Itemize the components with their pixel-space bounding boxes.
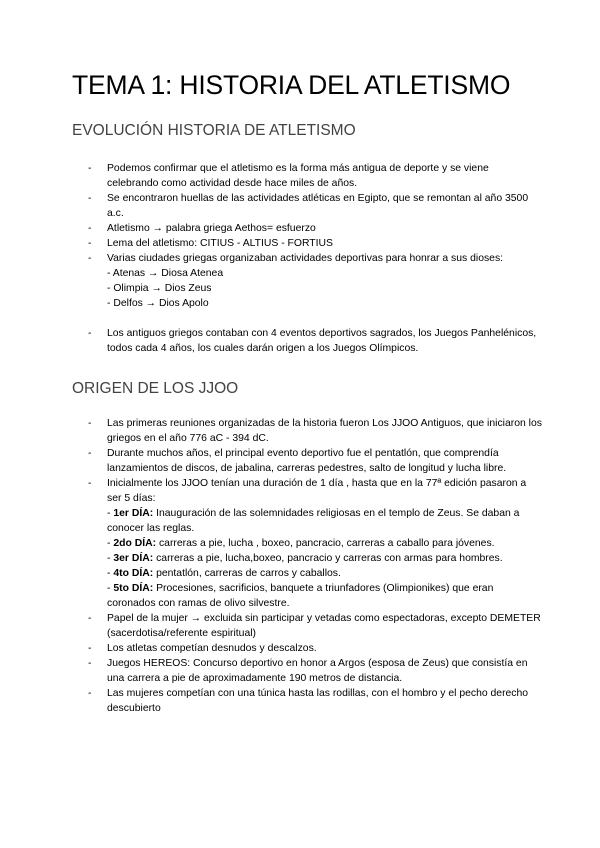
list-item: [72, 191, 542, 221]
day-prefix: -: [107, 538, 114, 549]
list-item: [72, 416, 542, 446]
section1-list: [72, 161, 542, 356]
list-item: [72, 221, 542, 236]
list-item-text: Se encontraron huellas de las actividades atléticas en Egipto, que se remontan al año 3500 a.c.: [107, 193, 529, 219]
sub-item: - Atenas → Diosa Atenea: [107, 268, 224, 279]
list-item: [72, 641, 542, 656]
day-text: Inauguración de las solemnidades religiosas en el templo de Zeus. Se daban a conocer las reglas.: [107, 508, 520, 534]
day-prefix: -: [107, 553, 114, 564]
page-title: TEMA 1: HISTORIA DEL ATLETISMO: [72, 70, 511, 100]
bullet-dash: -: [88, 478, 92, 489]
list-item: [72, 326, 542, 356]
list-item: [72, 161, 542, 191]
list-item-text: Los atletas competían desnudos y descalzos.: [107, 643, 317, 654]
list-item: [72, 446, 542, 476]
section-heading-origen: ORIGEN DE LOS JJOO: [72, 380, 239, 397]
list-spacer: [72, 311, 542, 326]
list-item: [72, 686, 542, 716]
bullet-dash: -: [88, 613, 92, 624]
bullet-dash: -: [88, 253, 92, 264]
list-item-text: Las mujeres competían con una túnica hasta las rodillas, con el hombro y el pecho derecho descubierto: [107, 688, 529, 714]
day-text: carreras a pie, lucha,boxeo, pancracio y carreras con armas para hombres.: [153, 553, 503, 564]
bullet-dash: -: [88, 223, 92, 234]
sub-item: - Olimpia → Dios Zeus: [107, 283, 212, 294]
day-item: [107, 536, 542, 551]
day-text: Procesiones, sacrificios, banquete a triunfadores (Olimpionikes) que eran coronados con ramas de olivo silvestre.: [107, 583, 494, 609]
list-item: [72, 251, 542, 311]
day-label: 4to DÍA:: [113, 568, 154, 579]
day-label: 3er DÍA:: [113, 553, 154, 564]
bullet-dash: -: [88, 418, 92, 429]
day-item: [107, 551, 542, 566]
bullet-dash: -: [88, 238, 92, 249]
list-item-text: Inicialmente los JJOO tenían una duración de 1 día , hasta que en la 77ª edición pasaron a ser 5 días:: [107, 478, 527, 504]
list-item: [72, 236, 542, 251]
bullet-dash: -: [88, 328, 92, 339]
list-item-text: Podemos confirmar que el atletismo es la forma más antigua de deporte y se viene celebrando como actividad desde hace miles de años.: [107, 163, 489, 189]
list-item-text: Los antiguos griegos contaban con 4 eventos deportivos sagrados, los Juegos Panhelénicos, todos cada 4 años, los cuales darán origen a los Juegos Olímpicos.: [107, 328, 537, 354]
day-prefix: -: [107, 508, 114, 519]
list-item: [72, 476, 542, 611]
bullet-dash: -: [88, 163, 92, 174]
list-item-text: Durante muchos años, el principal evento deportivo fue el pentatlón, que comprendía lanzamientos de discos, de jabalina, carreras pedestres, salto de longitud y lucha libre.: [107, 448, 507, 474]
day-label: 2do DÍA:: [113, 538, 157, 549]
bullet-dash: -: [88, 193, 92, 204]
day-item: [107, 506, 542, 536]
section2-list: [72, 416, 542, 716]
day-text: pentatlón, carreras de carros y caballos.: [153, 568, 341, 579]
bullet-dash: -: [88, 688, 92, 699]
bullet-dash: -: [88, 448, 92, 459]
list-item: [72, 656, 542, 686]
day-label: 5to DÍA:: [113, 583, 154, 594]
list-item-text: Las primeras reuniones organizadas de la historia fueron Los JJOO Antiguos, que iniciaron los griegos en el año 776 aC - 394 dC.: [107, 418, 542, 444]
day-prefix: -: [107, 568, 114, 579]
list-item-text: Papel de la mujer → excluida sin participar y vetadas como espectadoras, excepto DEMETER (sacerdotisa/referente espiritual): [107, 613, 541, 639]
day-label: 1er DÍA:: [113, 508, 154, 519]
list-item-text: Atletismo → palabra griega Aethos= esfuerzo: [107, 223, 316, 234]
day-text: carreras a pie, lucha , boxeo, pancracio, carreras a caballo para jóvenes.: [156, 538, 495, 549]
day-item: [107, 581, 542, 611]
list-item-text: Lema del atletismo: CITIUS - ALTIUS - FORTIUS: [107, 238, 333, 249]
sub-item: - Delfos → Dios Apolo: [107, 298, 209, 309]
list-item-text: Juegos HEREOS: Concurso deportivo en honor a Argos (esposa de Zeus) que consistía en una carrera a pie de aproximadamente 190 metros de distancia.: [107, 658, 528, 684]
day-prefix: -: [107, 583, 114, 594]
list-item: [72, 611, 542, 641]
section-heading-evolucion: EVOLUCIÓN HISTORIA DE ATLETISMO: [72, 122, 356, 139]
bullet-dash: -: [88, 643, 92, 654]
day-item: [107, 566, 542, 581]
list-item-text: Varias ciudades griegas organizaban actividades deportivas para honrar a sus dioses:: [107, 253, 504, 264]
bullet-dash: -: [88, 658, 92, 669]
